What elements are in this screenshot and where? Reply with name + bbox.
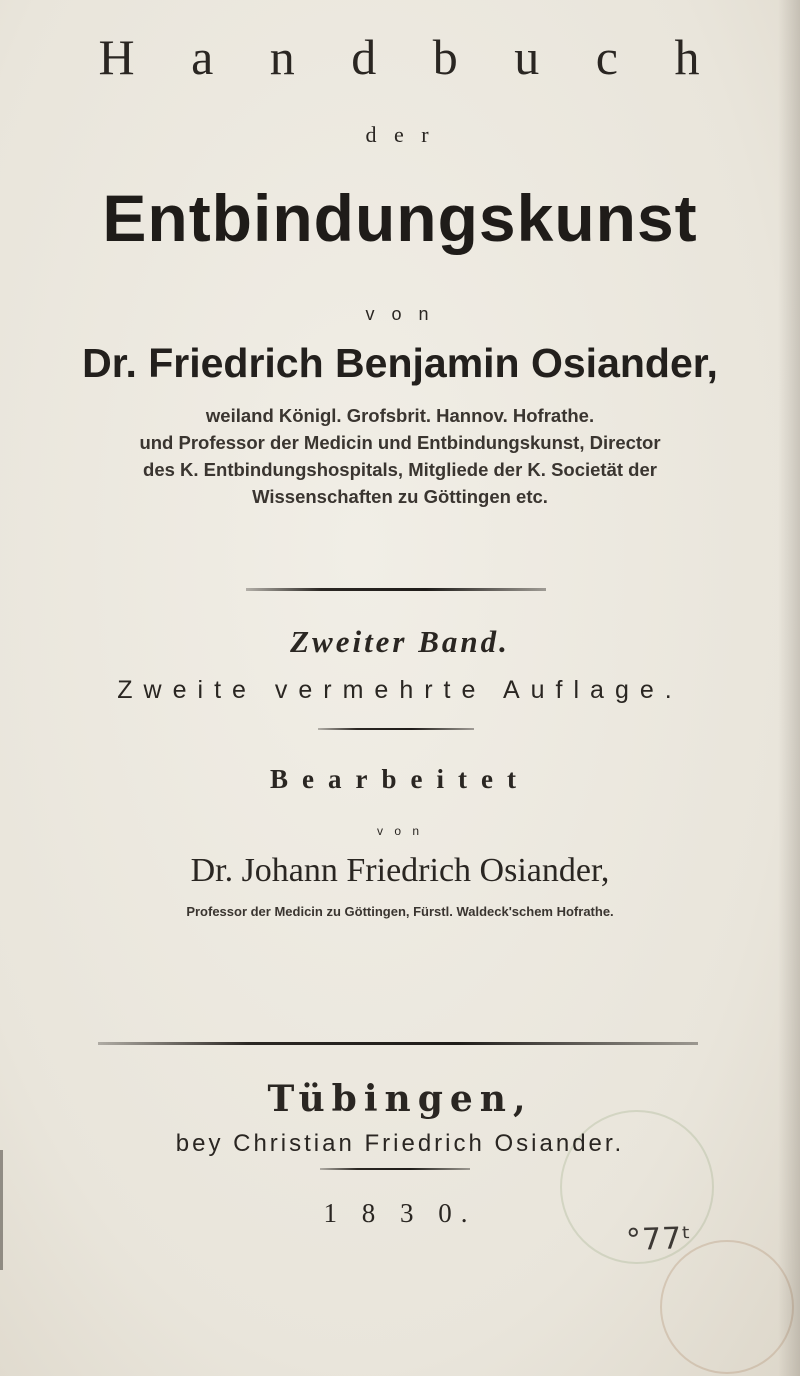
divider-rule	[320, 1168, 470, 1170]
author-description-line: und Professor der Medicin und Entbindungskunst, Director	[139, 432, 661, 453]
divider-rule	[246, 588, 546, 591]
author-description-line: weiland Königl. Grofsbrit. Hannov. Hofrathe.	[205, 405, 595, 426]
volume-label: Zweiter Band.	[290, 624, 510, 659]
edition-label: Zweite vermehrte Auflage.	[117, 676, 683, 704]
editor-description: Professor der Medicin zu Göttingen, Fürstl. Waldeck'schem Hofrathe.	[186, 904, 614, 919]
edited-label: Bearbeitet	[270, 764, 530, 794]
library-stamp-trace	[660, 1240, 794, 1374]
editor-preposition: v o n	[376, 824, 423, 838]
divider-rule	[318, 728, 474, 730]
author-preposition: v o n	[365, 304, 435, 324]
author-description-line: des K. Entbindungshospitals, Mitgliede der K. Societät der	[143, 459, 657, 480]
handwritten-shelf-mark: °77ᵗ	[625, 1220, 693, 1259]
divider-rule	[98, 1042, 698, 1045]
author-name: Dr. Friedrich Benjamin Osiander,	[82, 340, 718, 386]
publisher-line: bey Christian Friedrich Osiander.	[175, 1130, 625, 1157]
title-article: d e r	[365, 122, 435, 147]
publication-place: Tübingen,	[267, 1078, 533, 1120]
book-subject: Entbindungskunst	[102, 181, 698, 255]
editor-name: Dr. Johann Friedrich Osiander,	[190, 852, 610, 889]
book-title: H a n d b u c h	[98, 29, 722, 85]
author-description-line: Wissenschaften zu Göttingen etc.	[252, 486, 548, 507]
publication-year: 1 8 3 0.	[323, 1198, 477, 1228]
